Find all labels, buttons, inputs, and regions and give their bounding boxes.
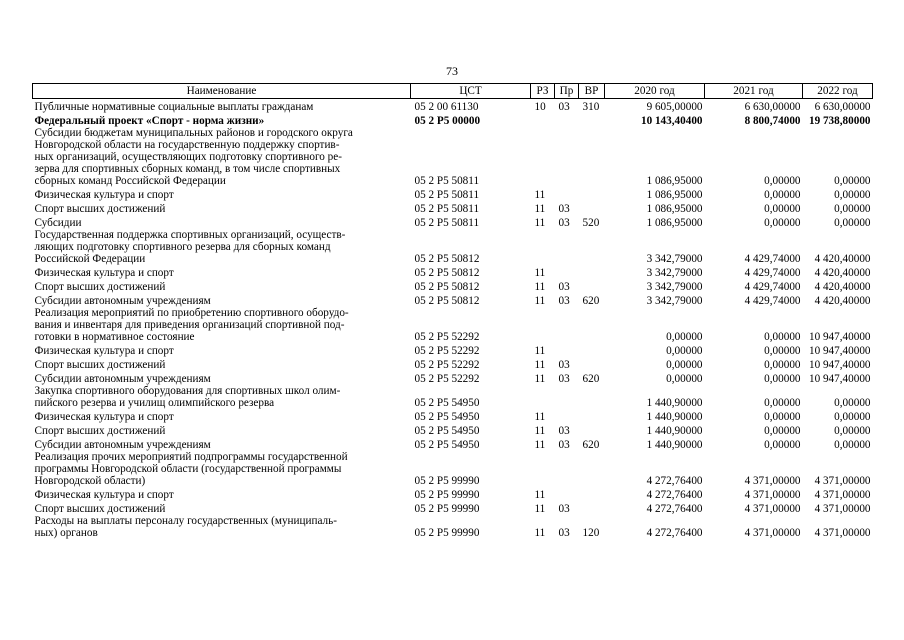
cell-name bbox=[33, 357, 411, 371]
cell-vr bbox=[579, 501, 605, 515]
cell-cst: 05 2 P5 54950 bbox=[414, 438, 480, 451]
cell-cst: 05 2 P5 52292 bbox=[414, 372, 480, 385]
cell-name-line: Расходы на выплаты персоналу государственных (муниципаль- bbox=[34, 514, 337, 527]
cell-2022: 4 420,40000 bbox=[814, 280, 871, 293]
cell-cst: 05 2 P5 99990 bbox=[414, 488, 480, 501]
cell-name bbox=[33, 423, 411, 437]
header-2020: 2020 год bbox=[605, 84, 705, 99]
cell-vr bbox=[579, 229, 605, 265]
cell-name-line: Публичные нормативные социальные выплаты гражданам bbox=[34, 100, 314, 113]
cell-name-line: Спорт высших достижений bbox=[34, 280, 166, 293]
cell-2020: 1 086,95000 bbox=[646, 174, 703, 187]
cell-pr: 03 bbox=[558, 100, 570, 113]
cell-vr bbox=[579, 279, 605, 293]
cell-pr bbox=[555, 343, 579, 357]
cell-2022: 0,00000 bbox=[834, 174, 871, 187]
cell-cst: 05 2 P5 52292 bbox=[414, 330, 480, 343]
cell-2022: 4 371,00000 bbox=[814, 474, 871, 487]
cell-2021: 6 630,00000 bbox=[744, 100, 801, 113]
cell-pr: 03 bbox=[558, 280, 570, 293]
cell-2021: 0,00000 bbox=[764, 424, 801, 437]
cell-2022: 4 420,40000 bbox=[814, 294, 871, 307]
cell-2020: 9 605,00000 bbox=[646, 100, 703, 113]
cell-name-line: Субсидии автономным учреждениям bbox=[34, 372, 211, 385]
cell-2020: 0,00000 bbox=[666, 330, 703, 343]
cell-pr bbox=[555, 265, 579, 279]
cell-name-line: Российской Федерации bbox=[34, 252, 146, 265]
table-row bbox=[33, 357, 873, 371]
cell-2021: 0,00000 bbox=[764, 438, 801, 451]
cell-name-line: сборных команд Российской Федерации bbox=[34, 174, 226, 187]
cell-name-line: готовки в нормативное состояние bbox=[34, 330, 195, 343]
cell-name-line: пийского резерва и училищ олимпийского резерва bbox=[34, 396, 275, 409]
cell-2022: 10 947,40000 bbox=[808, 344, 871, 357]
cell-name-line: Федеральный проект «Спорт - норма жизни» bbox=[34, 114, 265, 127]
header-rz: РЗ bbox=[531, 84, 555, 99]
cell-pr: 03 bbox=[558, 424, 570, 437]
cell-vr bbox=[579, 113, 605, 127]
cell-cst: 05 2 P5 99990 bbox=[414, 474, 480, 487]
cell-name-line: Государственная поддержка спортивных организаций, осуществ- bbox=[34, 228, 346, 241]
cell-name bbox=[33, 371, 411, 385]
table-row bbox=[33, 127, 873, 187]
cell-name bbox=[33, 229, 411, 265]
cell-cst: 05 2 00 61130 bbox=[414, 100, 479, 113]
cell-rz: 10 bbox=[534, 100, 546, 113]
cell-name-line: ных) органов bbox=[34, 526, 98, 539]
cell-rz: 11 bbox=[534, 266, 546, 279]
cell-rz: 11 bbox=[534, 372, 546, 385]
cell-2021: 8 800,74000 bbox=[744, 114, 801, 127]
cell-name bbox=[33, 487, 411, 501]
cell-2022: 19 738,80000 bbox=[808, 114, 871, 127]
cell-pr: 03 bbox=[558, 372, 570, 385]
cell-name-line: Физическая культура и спорт bbox=[34, 188, 174, 201]
cell-vr bbox=[579, 451, 605, 487]
cell-name-line: Спорт высших достижений bbox=[34, 202, 166, 215]
cell-cst: 05 2 P5 00000 bbox=[414, 114, 481, 127]
cell-2020: 3 342,79000 bbox=[646, 280, 703, 293]
table-row bbox=[33, 201, 873, 215]
header-cst: ЦСТ bbox=[411, 84, 531, 99]
cell-name bbox=[33, 279, 411, 293]
cell-name bbox=[33, 451, 411, 487]
cell-cst: 05 2 P5 54950 bbox=[414, 396, 480, 409]
cell-name bbox=[33, 113, 411, 127]
cell-name bbox=[33, 385, 411, 409]
cell-2021: 4 429,74000 bbox=[744, 280, 801, 293]
cell-rz bbox=[531, 385, 555, 409]
cell-name-line: ных организаций, осуществляющих подготовку спортивного ре- bbox=[34, 150, 342, 163]
cell-name-line: Реализация мероприятий по приобретению спортивного оборудо- bbox=[34, 306, 349, 319]
cell-name-line: программы Новгородской области (государственной программы bbox=[34, 462, 342, 475]
cell-cst: 05 2 P5 50812 bbox=[414, 294, 480, 307]
table-row bbox=[33, 451, 873, 487]
cell-2022: 4 420,40000 bbox=[814, 266, 871, 279]
cell-name bbox=[33, 215, 411, 229]
cell-rz: 11 bbox=[534, 410, 546, 423]
cell-vr: 310 bbox=[582, 100, 600, 113]
table-row bbox=[33, 409, 873, 423]
cell-rz: 11 bbox=[534, 358, 546, 371]
cell-name bbox=[33, 515, 411, 539]
cell-pr bbox=[555, 127, 579, 187]
cell-cst: 05 2 P5 50811 bbox=[414, 188, 480, 201]
cell-2020: 0,00000 bbox=[666, 344, 703, 357]
cell-pr: 03 bbox=[558, 294, 570, 307]
cell-name bbox=[33, 501, 411, 515]
cell-cst: 05 2 P5 99990 bbox=[414, 526, 480, 539]
cell-2021: 0,00000 bbox=[764, 330, 801, 343]
cell-rz bbox=[531, 307, 555, 343]
cell-name bbox=[33, 307, 411, 343]
cell-2021: 0,00000 bbox=[764, 174, 801, 187]
cell-2020: 1 086,95000 bbox=[646, 202, 703, 215]
cell-vr bbox=[579, 127, 605, 187]
cell-name-line: Спорт высших достижений bbox=[34, 424, 166, 437]
cell-rz: 11 bbox=[534, 488, 546, 501]
table-body bbox=[33, 99, 873, 539]
cell-name bbox=[33, 343, 411, 357]
cell-name-line: ляющих подготовку спортивного резерва для сборных команд bbox=[34, 240, 331, 253]
cell-name bbox=[33, 437, 411, 451]
cell-2021: 4 429,74000 bbox=[744, 294, 801, 307]
cell-2022: 4 371,00000 bbox=[814, 488, 871, 501]
table-row bbox=[33, 293, 873, 307]
cell-vr: 620 bbox=[582, 372, 600, 385]
cell-cst: 05 2 P5 50811 bbox=[414, 202, 480, 215]
cell-2022: 0,00000 bbox=[834, 396, 871, 409]
cell-2020: 1 440,90000 bbox=[646, 410, 703, 423]
budget-table bbox=[32, 83, 873, 539]
cell-rz bbox=[531, 113, 555, 127]
cell-2021: 0,00000 bbox=[764, 188, 801, 201]
cell-pr bbox=[555, 229, 579, 265]
cell-2020: 0,00000 bbox=[666, 372, 703, 385]
cell-pr bbox=[555, 187, 579, 201]
cell-2021: 4 371,00000 bbox=[744, 502, 801, 515]
cell-vr bbox=[579, 385, 605, 409]
cell-2022: 10 947,40000 bbox=[808, 358, 871, 371]
table-row bbox=[33, 229, 873, 265]
cell-2022: 0,00000 bbox=[834, 438, 871, 451]
cell-name-line: Закупка спортивного оборудования для спортивных школ олим- bbox=[34, 384, 341, 397]
cell-2021: 4 429,74000 bbox=[744, 266, 801, 279]
cell-2020: 4 272,76400 bbox=[646, 526, 703, 539]
table-header bbox=[33, 84, 873, 99]
cell-pr bbox=[555, 307, 579, 343]
cell-2022: 6 630,00000 bbox=[814, 100, 871, 113]
cell-cst: 05 2 P5 52292 bbox=[414, 358, 480, 371]
cell-2020: 1 440,90000 bbox=[646, 424, 703, 437]
cell-pr: 03 bbox=[558, 438, 570, 451]
cell-cst: 05 2 P5 50812 bbox=[414, 266, 480, 279]
table-row bbox=[33, 215, 873, 229]
header-name: Наименование bbox=[33, 84, 411, 99]
cell-name-line: Субсидии автономным учреждениям bbox=[34, 294, 211, 307]
cell-name-line: Спорт высших достижений bbox=[34, 358, 166, 371]
cell-2022: 0,00000 bbox=[834, 188, 871, 201]
cell-2022: 4 371,00000 bbox=[814, 502, 871, 515]
cell-rz: 11 bbox=[534, 502, 546, 515]
cell-vr bbox=[579, 409, 605, 423]
cell-cst: 05 2 P5 52292 bbox=[414, 344, 480, 357]
table-row bbox=[33, 385, 873, 409]
cell-name-line: Субсидии бюджетам муниципальных районов и городского округа bbox=[34, 126, 353, 139]
cell-rz bbox=[531, 229, 555, 265]
cell-pr bbox=[555, 385, 579, 409]
header-pr: Пр bbox=[555, 84, 579, 99]
cell-rz: 11 bbox=[534, 438, 546, 451]
cell-rz: 11 bbox=[534, 280, 546, 293]
cell-2022: 4 371,00000 bbox=[814, 526, 871, 539]
header-2022: 2022 год bbox=[803, 84, 873, 99]
cell-rz: 11 bbox=[534, 526, 546, 539]
cell-name bbox=[33, 265, 411, 279]
cell-2022: 10 947,40000 bbox=[808, 372, 871, 385]
cell-name bbox=[33, 201, 411, 215]
table-row bbox=[33, 487, 873, 501]
cell-name bbox=[33, 409, 411, 423]
cell-2020: 3 342,79000 bbox=[646, 294, 703, 307]
cell-name-line: Физическая культура и спорт bbox=[34, 344, 174, 357]
cell-2021: 4 371,00000 bbox=[744, 474, 801, 487]
cell-rz: 11 bbox=[534, 294, 546, 307]
cell-2020: 0,00000 bbox=[666, 358, 703, 371]
cell-2020: 3 342,79000 bbox=[646, 252, 703, 265]
table-row bbox=[33, 515, 873, 539]
cell-vr bbox=[579, 423, 605, 437]
cell-2020: 1 440,90000 bbox=[646, 438, 703, 451]
cell-2021: 4 371,00000 bbox=[744, 488, 801, 501]
cell-pr: 03 bbox=[558, 526, 570, 539]
cell-2021: 0,00000 bbox=[764, 358, 801, 371]
cell-2022: 0,00000 bbox=[834, 410, 871, 423]
cell-2021: 0,00000 bbox=[764, 372, 801, 385]
cell-rz: 11 bbox=[534, 188, 546, 201]
cell-name-line: Новгородской области на государственную поддержку спортив- bbox=[34, 138, 340, 151]
table-row bbox=[33, 99, 873, 113]
cell-2021: 0,00000 bbox=[764, 396, 801, 409]
table-row bbox=[33, 343, 873, 357]
cell-name-line: Физическая культура и спорт bbox=[34, 410, 174, 423]
cell-2020: 3 342,79000 bbox=[646, 266, 703, 279]
table-row bbox=[33, 423, 873, 437]
cell-rz: 11 bbox=[534, 202, 546, 215]
cell-pr bbox=[555, 409, 579, 423]
cell-pr bbox=[555, 487, 579, 501]
table-row bbox=[33, 501, 873, 515]
cell-name bbox=[33, 293, 411, 307]
table-row bbox=[33, 265, 873, 279]
cell-2021: 0,00000 bbox=[764, 410, 801, 423]
cell-cst: 05 2 P5 50811 bbox=[414, 216, 480, 229]
cell-2021: 0,00000 bbox=[764, 202, 801, 215]
cell-2020: 1 086,95000 bbox=[646, 216, 703, 229]
cell-2021: 0,00000 bbox=[764, 216, 801, 229]
cell-2020: 4 272,76400 bbox=[646, 488, 703, 501]
cell-cst: 05 2 P5 99990 bbox=[414, 502, 480, 515]
cell-vr bbox=[579, 357, 605, 371]
cell-2022: 0,00000 bbox=[834, 216, 871, 229]
cell-rz: 11 bbox=[534, 344, 546, 357]
cell-vr bbox=[579, 307, 605, 343]
cell-2020: 1 086,95000 bbox=[646, 188, 703, 201]
cell-cst: 05 2 P5 54950 bbox=[414, 410, 480, 423]
cell-2020: 4 272,76400 bbox=[646, 474, 703, 487]
cell-2021: 0,00000 bbox=[764, 344, 801, 357]
page-number: 73 bbox=[446, 64, 458, 78]
cell-cst: 05 2 P5 54950 bbox=[414, 424, 480, 437]
cell-2022: 4 420,40000 bbox=[814, 252, 871, 265]
cell-pr bbox=[555, 113, 579, 127]
cell-name bbox=[33, 99, 411, 113]
cell-vr: 520 bbox=[582, 216, 600, 229]
cell-cst: 05 2 P5 50811 bbox=[414, 174, 480, 187]
cell-vr bbox=[579, 201, 605, 215]
cell-cst: 05 2 P5 50812 bbox=[414, 280, 480, 293]
cell-pr: 03 bbox=[558, 202, 570, 215]
cell-name-line: Субсидии автономным учреждениям bbox=[34, 438, 211, 451]
cell-name-line: Физическая культура и спорт bbox=[34, 488, 174, 501]
cell-cst: 05 2 P5 50812 bbox=[414, 252, 480, 265]
cell-2021: 4 371,00000 bbox=[744, 526, 801, 539]
cell-name bbox=[33, 127, 411, 187]
cell-name-line: Спорт высших достижений bbox=[34, 502, 166, 515]
table-row bbox=[33, 371, 873, 385]
cell-vr: 620 bbox=[582, 438, 600, 451]
header-2021: 2021 год bbox=[705, 84, 803, 99]
cell-pr: 03 bbox=[558, 216, 570, 229]
cell-pr: 03 bbox=[558, 502, 570, 515]
table-row bbox=[33, 113, 873, 127]
cell-rz: 11 bbox=[534, 216, 546, 229]
cell-2022: 0,00000 bbox=[834, 202, 871, 215]
cell-name-line: Физическая культура и спорт bbox=[34, 266, 174, 279]
cell-name-line: Новгородской области) bbox=[34, 474, 146, 487]
cell-vr bbox=[579, 265, 605, 279]
cell-2021: 4 429,74000 bbox=[744, 252, 801, 265]
cell-vr bbox=[579, 343, 605, 357]
cell-2020: 1 440,90000 bbox=[646, 396, 703, 409]
table-row bbox=[33, 187, 873, 201]
cell-rz bbox=[531, 451, 555, 487]
cell-name-line: Субсидии bbox=[34, 216, 82, 229]
cell-name-line: Реализация прочих мероприятий подпрограммы государственной bbox=[34, 450, 348, 463]
cell-vr bbox=[579, 487, 605, 501]
cell-name-line: вания и инвентаря для приведения организаций спортивной под- bbox=[34, 318, 345, 331]
cell-rz: 11 bbox=[534, 424, 546, 437]
cell-pr bbox=[555, 451, 579, 487]
header-vr: ВР bbox=[579, 84, 605, 99]
table-row bbox=[33, 437, 873, 451]
cell-vr: 120 bbox=[582, 526, 600, 539]
table-row bbox=[33, 279, 873, 293]
cell-name-line: зерва для спортивных сборных команд, в том числе спортивных bbox=[34, 162, 341, 175]
table-row bbox=[33, 307, 873, 343]
cell-rz bbox=[531, 127, 555, 187]
cell-vr bbox=[579, 187, 605, 201]
cell-2022: 0,00000 bbox=[834, 424, 871, 437]
cell-name bbox=[33, 187, 411, 201]
cell-pr: 03 bbox=[558, 358, 570, 371]
cell-2020: 10 143,40400 bbox=[640, 114, 703, 127]
cell-vr: 620 bbox=[582, 294, 600, 307]
cell-2020: 4 272,76400 bbox=[646, 502, 703, 515]
cell-2022: 10 947,40000 bbox=[808, 330, 871, 343]
